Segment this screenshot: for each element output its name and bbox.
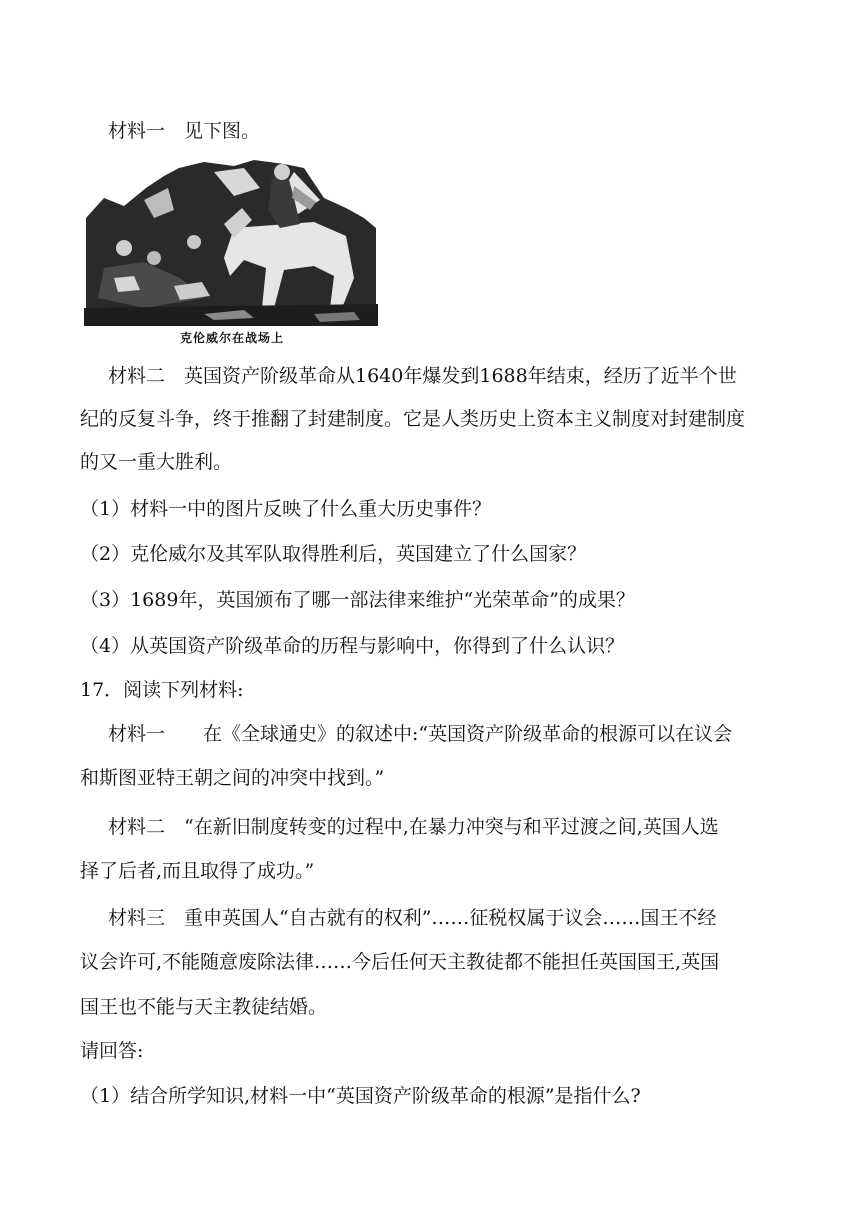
q17-material3-line-2: 议会许可,不能随意废除法律……今后任何天主教徒都不能担任英国国王,英国	[80, 951, 720, 973]
q17-material1-line-1: 材料一 在《全球通史》的叙述中:“英国资产阶级革命的根源可以在议会	[108, 723, 733, 745]
engraving-illustration	[84, 158, 378, 328]
material2-line-1: 材料二 英国资产阶级革命从1640年爆发到1688年结束，经历了近半个世	[108, 365, 737, 387]
image-caption: 克伦威尔在战场上	[180, 331, 285, 345]
q17-material3-line-1: 材料三 重申英国人“自古就有的权利”……征税权属于议会……国王不经	[108, 907, 717, 929]
material2-line-2: 纪的反复斗争，终于推翻了封建制度。它是人类历史上资本主义制度对封建制度	[80, 408, 746, 430]
q17-material1-line-2: 和斯图亚特王朝之间的冲突中找到。”	[80, 767, 385, 789]
question-16-2: （2）克伦威尔及其军队取得胜利后，英国建立了什么国家？	[80, 543, 587, 565]
q17-material2-line-1: 材料二 “在新旧制度转变的过程中,在暴力冲突与和平过渡之间,英国人选	[108, 816, 719, 838]
material2-line-3: 的又一重大胜利。	[80, 451, 233, 473]
question-16-4: （4）从英国资产阶级革命的历程与影响中，你得到了什么认识？	[80, 635, 625, 657]
material1-label: 材料一 见下图。	[108, 120, 261, 142]
question-17-heading: 17．阅读下列材料:	[80, 679, 244, 701]
q17-prompt: 请回答:	[80, 1040, 144, 1062]
question-16-3: （3）1689年，英国颁布了哪一部法律来维护“光荣革命”的成果？	[80, 589, 635, 611]
q17-question-1: （1）结合所学知识,材料一中“英国资产阶级革命的根源”是指什么?	[80, 1085, 641, 1107]
cromwell-battlefield-image	[84, 158, 378, 328]
question-16-1: （1）材料一中的图片反映了什么重大历史事件？	[80, 498, 492, 520]
q17-material3-line-3: 国王也不能与天主教徒结婚。	[80, 996, 328, 1018]
q17-material2-line-2: 择了后者,而且取得了成功。”	[80, 860, 315, 882]
